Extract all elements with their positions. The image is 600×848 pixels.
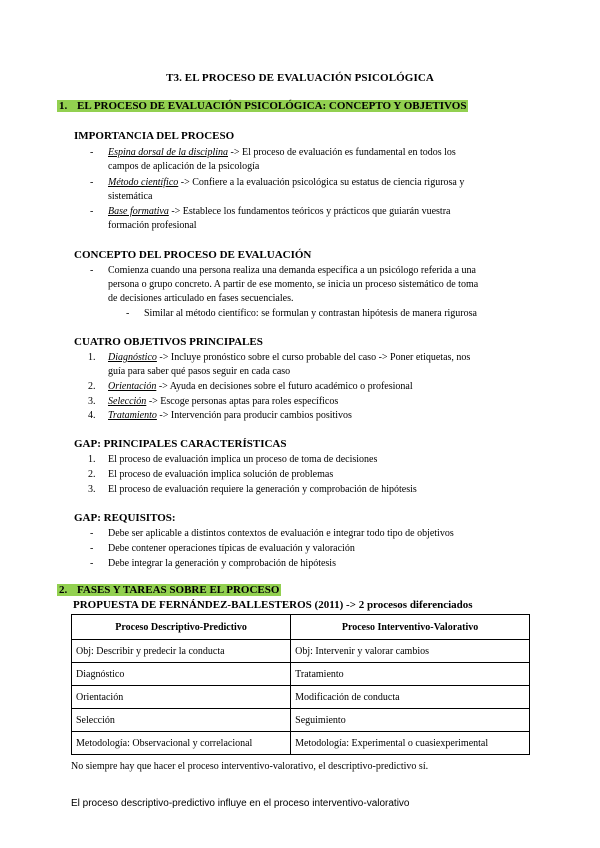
concepto-heading: CONCEPTO DEL PROCESO DE EVALUACIÓN — [74, 249, 312, 261]
importancia-term-1: Espina dorsal de la disciplina — [108, 147, 228, 158]
objetivo-text-4: -> Intervención para producir cambios positivos — [156, 410, 352, 421]
table-header-cell: Proceso Descriptivo-Predictivo — [72, 615, 291, 640]
importancia-term-2: Método científico — [108, 177, 179, 188]
section-1-title: EL PROCESO DE EVALUACIÓN PSICOLÓGICA: CONCEPTO Y OBJETIVOS — [77, 100, 467, 112]
table-cell: Metodología: Observacional y correlacional — [72, 732, 291, 755]
section-1-heading — [57, 100, 468, 112]
section-2-number: 2. — [59, 584, 68, 596]
proposal-heading: PROPUESTA DE FERNÁNDEZ-BALLESTEROS (2011) -> 2 procesos diferenciados — [73, 599, 473, 611]
importancia-text-2: -> Confiere a la evaluación psicológica su estatus de ciencia rigurosa y — [178, 177, 465, 188]
table-header-row — [72, 615, 530, 640]
objetivo-text-1: -> Incluye pronóstico sobre el curso probable del caso -> Poner etiquetas, nos — [156, 352, 471, 363]
objetivos-heading: CUATRO OBJETIVOS PRINCIPALES — [74, 336, 263, 348]
table-note: No siempre hay que hacer el proceso interventivo-valorativo, el descriptivo-predictivo sí. — [71, 761, 429, 772]
dash-bullet: - — [90, 543, 94, 554]
section-2-title: FASES Y TAREAS SOBRE EL PROCESO — [77, 584, 280, 596]
table-row — [72, 709, 530, 732]
section-1-number: 1. — [59, 100, 68, 112]
objetivo-number-1: 1. — [88, 352, 96, 363]
dash-bullet: - — [90, 206, 94, 217]
caracteristica-text-1: El proceso de evaluación implica un proceso de toma de decisiones — [108, 454, 378, 465]
caracteristica-text-2: El proceso de evaluación implica solución de problemas — [108, 469, 334, 480]
importancia-text-1: -> El proceso de evaluación es fundamental en todos los — [228, 147, 456, 158]
objetivo-number-3: 3. — [88, 396, 96, 407]
objetivo-term-3: Selección — [108, 396, 147, 407]
concepto-line-2: persona o grupo concreto. A partir de ese momento, se inicia un proceso sistemático de toma — [108, 279, 479, 290]
table-cell: Tratamiento — [291, 663, 530, 686]
table-row — [72, 663, 530, 686]
requisitos-heading: GAP: REQUISITOS: — [74, 512, 176, 524]
table-cell: Modificación de conducta — [291, 686, 530, 709]
objetivo-number-2: 2. — [88, 381, 96, 392]
caracteristica-number-3: 3. — [88, 484, 96, 495]
importancia-text-3: -> Establece los fundamentos teóricos y prácticos que guiarán vuestra — [168, 206, 451, 217]
table-cell: Selección — [72, 709, 291, 732]
table-row — [72, 732, 530, 755]
importancia-heading: IMPORTANCIA DEL PROCESO — [74, 130, 235, 142]
section-2-heading — [57, 584, 281, 596]
importancia-item-2 — [90, 176, 526, 206]
concepto-line-3: de decisiones articulado en fases secuenciales. — [108, 293, 294, 304]
objetivo-text-3: -> Escoge personas aptas para roles específicos — [146, 396, 339, 407]
dash-bullet: - — [90, 177, 94, 188]
caracteristica-number-1: 1. — [88, 454, 96, 465]
objetivo-term-4: Tratamiento — [108, 410, 157, 421]
table-cell: Metodología: Experimental o cuasiexperimental — [291, 732, 530, 755]
table-cell: Diagnóstico — [72, 663, 291, 686]
caracteristica-number-2: 2. — [88, 469, 96, 480]
concepto-line-1: Comienza cuando una persona realiza una demanda específica a un psicólogo referida a una — [108, 265, 476, 276]
table-row — [72, 686, 530, 709]
objetivo-term-2: Orientación — [108, 381, 157, 392]
importancia-text-2b: sistemática — [108, 191, 153, 202]
dash-bullet: - — [90, 558, 94, 569]
objetivo-term-1: Diagnóstico — [108, 352, 157, 363]
caracteristicas-heading: GAP: PRINCIPALES CARACTERÍSTICAS — [74, 438, 287, 450]
dash-bullet: - — [126, 308, 130, 319]
table-row — [72, 640, 530, 663]
objetivo-text-2: -> Ayuda en decisiones sobre el futuro académico o profesional — [156, 381, 413, 392]
closing-note: El proceso descriptivo-predictivo influye en el proceso interventivo-valorativo — [71, 798, 410, 809]
importancia-text-1b: campos de aplicación de la psicología — [108, 161, 260, 172]
objetivo-number-4: 4. — [88, 410, 96, 421]
requisito-text-2: Debe contener operaciones típicas de evaluación y valoración — [108, 543, 355, 554]
dash-bullet: - — [90, 147, 94, 158]
dash-bullet: - — [90, 265, 94, 276]
document-title: T3. EL PROCESO DE EVALUACIÓN PSICOLÓGICA — [166, 72, 434, 84]
requisito-text-3: Debe integrar la generación y comprobación de hipótesis — [108, 558, 336, 569]
importancia-term-3: Base formativa — [108, 206, 169, 217]
importancia-text-3b: formación profesional — [108, 220, 197, 231]
table-cell: Seguimiento — [291, 709, 530, 732]
importancia-item-1 — [90, 146, 526, 176]
table-cell: Obj: Intervenir y valorar cambios — [291, 640, 530, 663]
process-table — [71, 614, 530, 755]
objetivo-text-1b: guía para saber qué pasos seguir en cada caso — [108, 366, 291, 377]
caracteristica-text-3: El proceso de evaluación requiere la generación y comprobación de hipótesis — [108, 484, 417, 495]
table-header-cell: Proceso Interventivo-Valorativo — [291, 615, 530, 640]
importancia-item-3 — [90, 205, 526, 235]
table-cell: Obj: Describir y predecir la conducta — [72, 640, 291, 663]
dash-bullet: - — [90, 528, 94, 539]
objetivo-item-1 — [88, 351, 526, 381]
table-cell: Orientación — [72, 686, 291, 709]
requisito-text-1: Debe ser aplicable a distintos contextos de evaluación e integrar todo tipo de objetivos — [108, 528, 454, 539]
concepto-subitem-text: Similar al método científico: se formulan y contrastan hipótesis de manera rigurosa — [144, 308, 477, 319]
